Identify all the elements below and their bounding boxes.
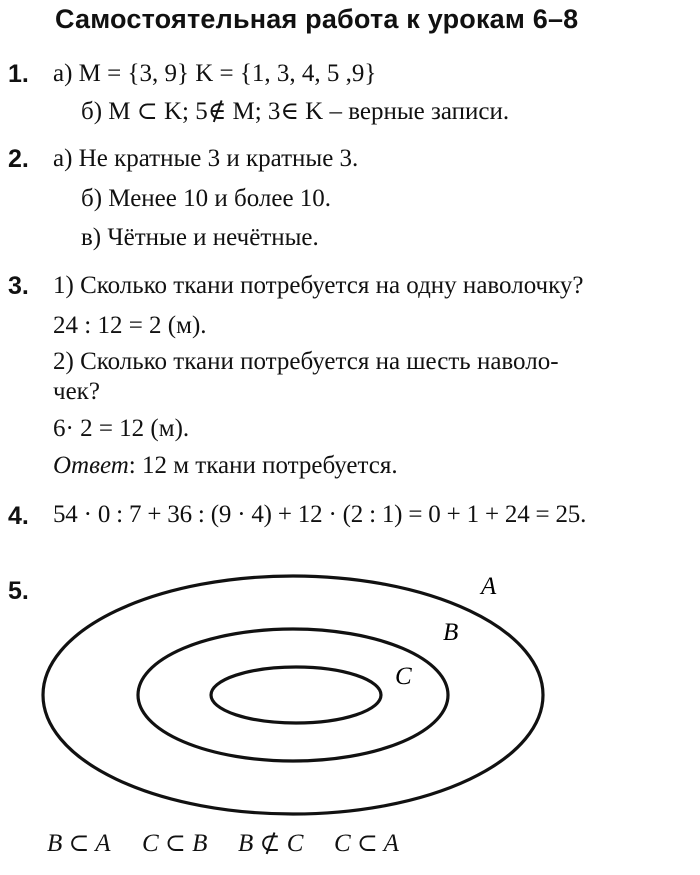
task-2-part-a: а) Не кратные 3 и кратные 3.	[53, 145, 359, 172]
task-3-calc-2: 6· 2 = 12 (м).	[53, 415, 190, 442]
relation-2: C ⊂ B	[142, 830, 208, 857]
task-2-part-b: б) Менее 10 и более 10.	[81, 185, 332, 212]
set-c-ellipse	[211, 667, 381, 723]
set-b-label: B	[443, 619, 459, 646]
task-2-part-c: в) Чётные и нечётные.	[81, 224, 319, 251]
task-3-question-1: 1) Сколько ткани потребуется на одну наволочку?	[53, 272, 584, 299]
set-a-label: A	[481, 573, 497, 600]
task-3-number: 3.	[8, 272, 29, 300]
task-1-number: 1.	[8, 60, 29, 88]
page-title: Самостоятельная работа к урокам 6–8	[55, 4, 579, 34]
task-2-number: 2.	[8, 145, 29, 173]
relation-1: B ⊂ A	[47, 830, 111, 857]
set-b-ellipse	[138, 629, 448, 761]
task-3-question-2-line-2: чек?	[53, 378, 100, 405]
relation-4: C ⊂ A	[334, 830, 399, 857]
task-5-number: 5.	[8, 577, 29, 605]
task-1-part-b: б) M ⊂ K; 5∉ M; 3∈ K – верные записи.	[81, 98, 510, 125]
task-1-part-a: а) M = {3, 9} K = {1, 3, 4, 5 ,9}	[53, 60, 377, 87]
set-a-ellipse	[43, 576, 543, 814]
task-4-number: 4.	[8, 502, 29, 530]
task-3-question-2-line-1: 2) Сколько ткани потребуется на шесть наволо-	[53, 348, 559, 375]
set-c-label: C	[395, 663, 412, 690]
answer-label: Ответ	[53, 452, 129, 479]
relation-3: B ⊄ C	[238, 830, 304, 857]
task-4-expression: 54 · 0 : 7 + 36 : (9 · 4) + 12 · (2 : 1) = 0 + 1 + 24 = 25.	[53, 501, 587, 528]
task-3-calc-1: 24 : 12 = 2 (м).	[53, 312, 207, 339]
answer-text: : 12 м ткани потребуется.	[128, 452, 398, 479]
